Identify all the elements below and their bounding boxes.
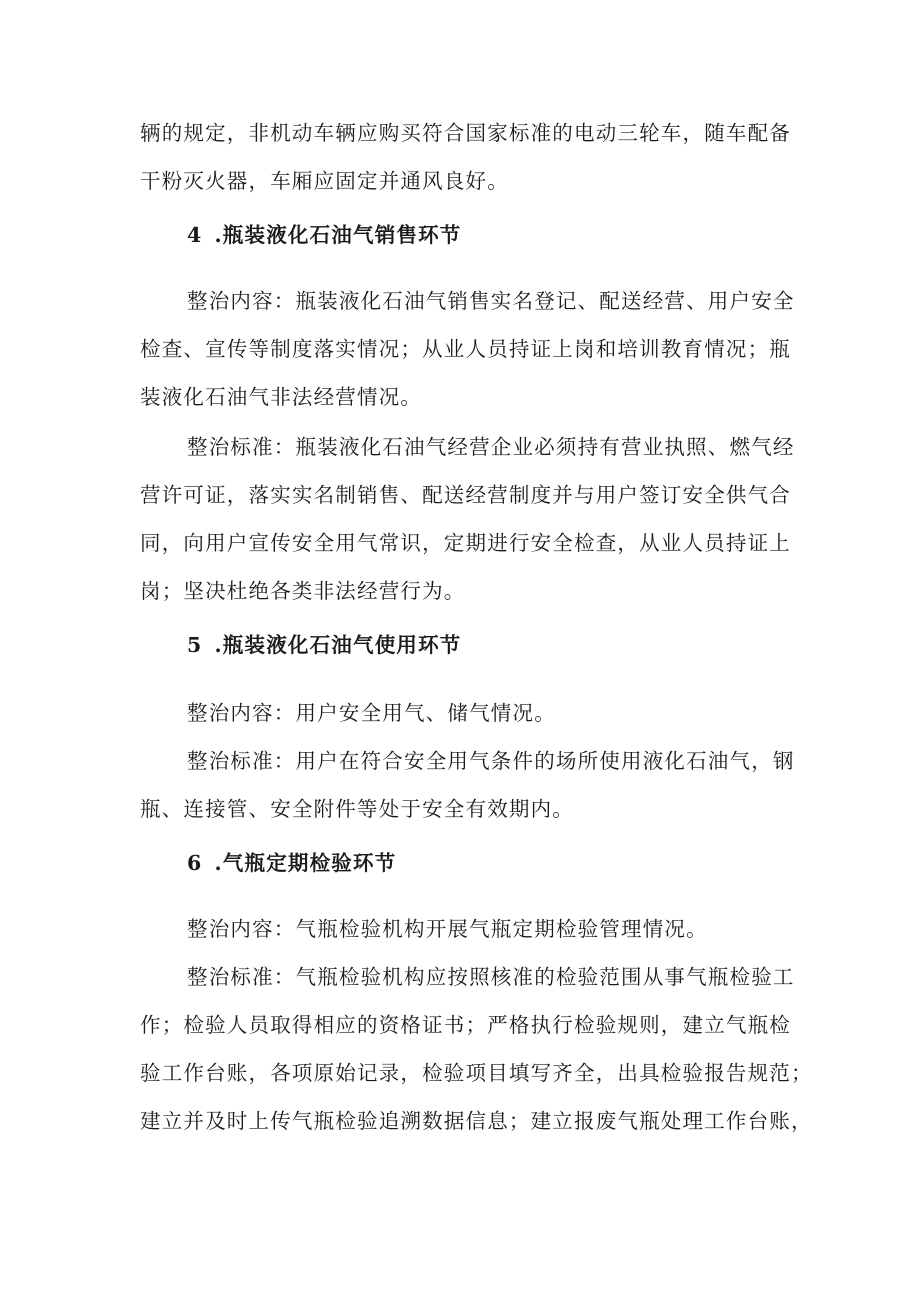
paragraph-line: 整治内容：气瓶检验机构开展气瓶定期检验管理情况。 [187, 917, 708, 941]
paragraph-line: 作；检验人员取得相应的资格证书；严格执行检验规则，建立气瓶检 [140, 1013, 791, 1037]
section-number: 5 [187, 633, 203, 657]
paragraph-line: 整治标准：用户在符合安全用气条件的场所使用液化石油气，钢 [187, 749, 795, 773]
section-title: .气瓶定期检验环节 [214, 851, 397, 875]
paragraph-line: 瓶、连接管、安全附件等处于安全有效期内。 [140, 797, 574, 821]
paragraph-line: 岗；坚决杜绝各类非法经营行为。 [140, 579, 466, 603]
section-heading-4 [187, 220, 462, 250]
paragraph-line: 干粉灭火器，车厢应固定并通风良好。 [140, 169, 509, 193]
section-title: .瓶装液化石油气使用环节 [214, 633, 462, 657]
paragraph-line: 验工作台账，各项原始记录，检验项目填写齐全，出具检验报告规范； [140, 1061, 813, 1085]
section-heading-5 [187, 630, 462, 660]
section-number: 4 [187, 223, 203, 247]
paragraph-line: 辆的规定，非机动车辆应购买符合国家标准的电动三轮车，随车配备 [140, 121, 791, 145]
paragraph-line: 检查、宣传等制度落实情况；从业人员持证上岗和培训教育情况；瓶 [140, 337, 791, 361]
paragraph-line: 整治标准：瓶装液化石油气经营企业必须持有营业执照、燃气经 [187, 435, 795, 459]
section-number: 6 [187, 851, 203, 875]
paragraph-line: 整治标准：气瓶检验机构应按照核准的检验范围从事气瓶检验工 [187, 965, 795, 989]
paragraph-line: 装液化石油气非法经营情况。 [140, 385, 423, 409]
paragraph-line: 同，向用户宣传安全用气常识，定期进行安全检查，从业人员持证上 [140, 531, 791, 555]
section-heading-6 [187, 848, 396, 878]
section-title: .瓶装液化石油气销售环节 [214, 223, 462, 247]
paragraph-line: 整治内容：用户安全用气、储气情况。 [187, 701, 556, 725]
paragraph-line: 建立并及时上传气瓶检验追溯数据信息；建立报废气瓶处理工作台账， [140, 1109, 813, 1133]
paragraph-line: 整治内容：瓶装液化石油气销售实名登记、配送经营、用户安全 [187, 289, 795, 313]
paragraph-line: 营许可证，落实实名制销售、配送经营制度并与用户签订安全供气合 [140, 483, 791, 507]
